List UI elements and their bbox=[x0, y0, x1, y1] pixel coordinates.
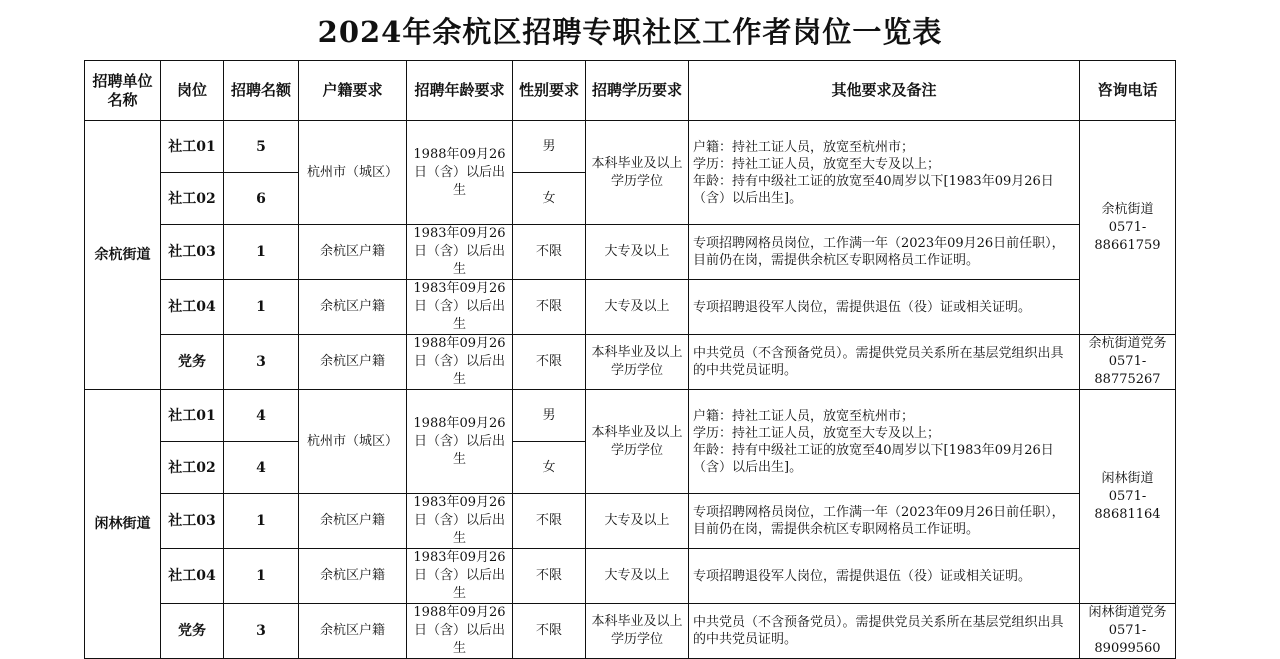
other-value: 专项招聘网格员岗位，工作满一年（2023年09月26日前任职），目前仍在岗，需提供余杭区专职网格员工作证明。 bbox=[689, 225, 1080, 280]
header-post: 岗位 bbox=[161, 61, 224, 121]
gender-value: 不限 bbox=[513, 494, 586, 549]
quota-value: 6 bbox=[224, 173, 299, 225]
header-hukou: 户籍要求 bbox=[299, 61, 407, 121]
post-name: 社工04 bbox=[161, 280, 224, 335]
quota-value: 4 bbox=[224, 390, 299, 442]
quota-value: 1 bbox=[224, 225, 299, 280]
phone-value: 闲林街道0571-88681164 bbox=[1080, 390, 1176, 604]
age-value: 1988年09月26日（含）以后出生 bbox=[407, 390, 513, 494]
post-name: 社工01 bbox=[161, 121, 224, 173]
hukou-value: 杭州市（城区） bbox=[299, 390, 407, 494]
age-value: 1988年09月26日（含）以后出生 bbox=[407, 121, 513, 225]
hukou-value: 余杭区户籍 bbox=[299, 604, 407, 659]
hukou-value: 余杭区户籍 bbox=[299, 280, 407, 335]
edu-value: 本科毕业及以上学历学位 bbox=[586, 390, 689, 494]
age-value: 1983年09月26日（含）以后出生 bbox=[407, 494, 513, 549]
header-row bbox=[85, 61, 1176, 121]
header-unit: 招聘单位名称 bbox=[85, 61, 161, 121]
gender-value: 不限 bbox=[513, 549, 586, 604]
edu-value: 大专及以上 bbox=[586, 494, 689, 549]
other-value: 中共党员（不含预备党员）。需提供党员关系所在基层党组织出具的中共党员证明。 bbox=[689, 604, 1080, 659]
hukou-value: 杭州市（城区） bbox=[299, 121, 407, 225]
post-name: 社工01 bbox=[161, 390, 224, 442]
hukou-value: 余杭区户籍 bbox=[299, 494, 407, 549]
header-quota: 招聘名额 bbox=[224, 61, 299, 121]
quota-value: 1 bbox=[224, 280, 299, 335]
quota-value: 1 bbox=[224, 549, 299, 604]
edu-value: 大专及以上 bbox=[586, 225, 689, 280]
post-name: 社工02 bbox=[161, 442, 224, 494]
quota-value: 3 bbox=[224, 335, 299, 390]
quota-value: 4 bbox=[224, 442, 299, 494]
age-value: 1983年09月26日（含）以后出生 bbox=[407, 549, 513, 604]
quota-value: 5 bbox=[224, 121, 299, 173]
age-value: 1983年09月26日（含）以后出生 bbox=[407, 280, 513, 335]
header-other: 其他要求及备注 bbox=[689, 61, 1080, 121]
table-row bbox=[85, 335, 1176, 390]
edu-value: 大专及以上 bbox=[586, 549, 689, 604]
age-value: 1988年09月26日（含）以后出生 bbox=[407, 604, 513, 659]
age-value: 1988年09月26日（含）以后出生 bbox=[407, 335, 513, 390]
post-name: 社工02 bbox=[161, 173, 224, 225]
table-row bbox=[85, 280, 1176, 335]
post-name: 社工03 bbox=[161, 494, 224, 549]
header-gender: 性别要求 bbox=[513, 61, 586, 121]
gender-value: 不限 bbox=[513, 604, 586, 659]
post-name: 社工04 bbox=[161, 549, 224, 604]
table-row bbox=[85, 390, 1176, 442]
gender-value: 女 bbox=[513, 173, 586, 225]
table-row bbox=[85, 225, 1176, 280]
other-value: 专项招聘退役军人岗位，需提供退伍（役）证或相关证明。 bbox=[689, 280, 1080, 335]
other-value: 专项招聘退役军人岗位，需提供退伍（役）证或相关证明。 bbox=[689, 549, 1080, 604]
gender-value: 不限 bbox=[513, 225, 586, 280]
hukou-value: 余杭区户籍 bbox=[299, 335, 407, 390]
gender-value: 男 bbox=[513, 121, 586, 173]
post-name: 党务 bbox=[161, 604, 224, 659]
unit-name: 余杭街道 bbox=[85, 121, 161, 390]
edu-value: 本科毕业及以上学历学位 bbox=[586, 121, 689, 225]
edu-value: 本科毕业及以上学历学位 bbox=[586, 335, 689, 390]
other-value: 中共党员（不含预备党员）。需提供党员关系所在基层党组织出具的中共党员证明。 bbox=[689, 335, 1080, 390]
header-edu: 招聘学历要求 bbox=[586, 61, 689, 121]
table-row bbox=[85, 494, 1176, 549]
page-title: 2024年余杭区招聘专职社区工作者岗位一览表 bbox=[317, 15, 943, 49]
gender-value: 女 bbox=[513, 442, 586, 494]
header-phone: 咨询电话 bbox=[1080, 61, 1176, 121]
unit-name: 闲林街道 bbox=[85, 390, 161, 659]
header-age: 招聘年龄要求 bbox=[407, 61, 513, 121]
edu-value: 本科毕业及以上学历学位 bbox=[586, 604, 689, 659]
other-value: 户籍：持社工证人员，放宽至杭州市； 学历：持社工证人员，放宽至大专及以上； 年龄：持有中级社工证的放宽至40周岁以下[1983年09月26日（含）以后出生]。 bbox=[689, 390, 1080, 494]
quota-value: 1 bbox=[224, 494, 299, 549]
other-value: 户籍：持社工证人员，放宽至杭州市； 学历：持社工证人员，放宽至大专及以上； 年龄：持有中级社工证的放宽至40周岁以下[1983年09月26日（含）以后出生]。 bbox=[689, 121, 1080, 225]
gender-value: 男 bbox=[513, 390, 586, 442]
table-row bbox=[85, 121, 1176, 173]
gender-value: 不限 bbox=[513, 335, 586, 390]
gender-value: 不限 bbox=[513, 280, 586, 335]
edu-value: 大专及以上 bbox=[586, 280, 689, 335]
phone-value: 余杭街道党务0571-88775267 bbox=[1080, 335, 1176, 390]
post-name: 党务 bbox=[161, 335, 224, 390]
phone-value: 闲林街道党务0571-89099560 bbox=[1080, 604, 1176, 659]
age-value: 1983年09月26日（含）以后出生 bbox=[407, 225, 513, 280]
table-row bbox=[85, 549, 1176, 604]
post-name: 社工03 bbox=[161, 225, 224, 280]
quota-value: 3 bbox=[224, 604, 299, 659]
recruitment-table bbox=[84, 60, 1176, 659]
other-value: 专项招聘网格员岗位，工作满一年（2023年09月26日前任职），目前仍在岗，需提供余杭区专职网格员工作证明。 bbox=[689, 494, 1080, 549]
hukou-value: 余杭区户籍 bbox=[299, 225, 407, 280]
phone-value: 余杭街道0571-88661759 bbox=[1080, 121, 1176, 335]
table-row bbox=[85, 604, 1176, 659]
hukou-value: 余杭区户籍 bbox=[299, 549, 407, 604]
